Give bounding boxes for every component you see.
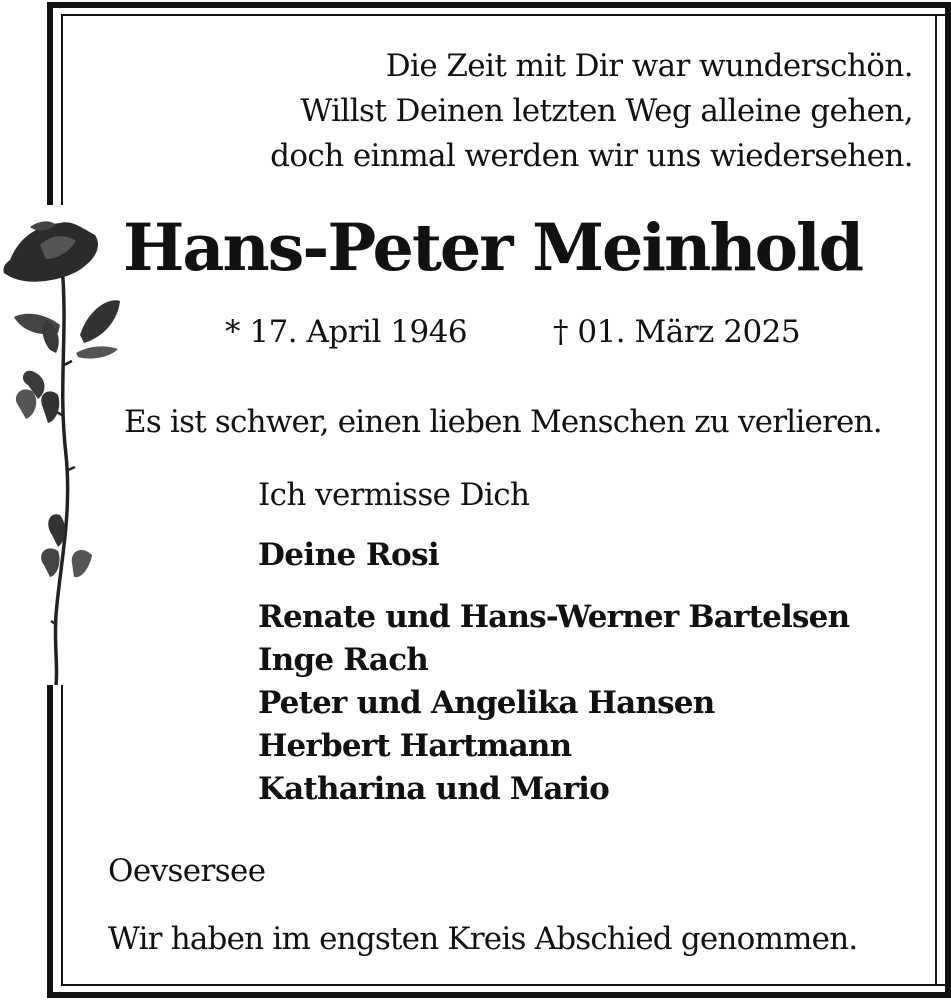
farewell-note: Wir haben im engsten Kreis Abschied genommen. [108,921,858,957]
mourners-list [258,596,849,811]
message: Ich vermisse Dich [258,477,530,513]
quote: Es ist schwer, einen lieben Menschen zu verlieren. [124,404,882,440]
poem-line: Die Zeit mit Dir war wunderschön. [385,48,913,84]
outer-border-right [945,2,951,998]
mourner: Herbert Hartmann [258,728,572,764]
poem-line: Willst Deinen letzten Weg alleine gehen, [300,93,913,129]
mourner: Inge Rach [258,642,429,678]
mourner: Katharina und Mario [258,771,610,807]
poem-line: doch einmal werden wir uns wiedersehen. [270,138,913,174]
rose-icon [0,215,125,685]
poem [270,44,913,179]
deceased-name: Hans-Peter Meinhold [123,210,863,286]
mourner: Peter und Angelika Hansen [258,685,715,721]
birth-date: * 17. April 1946 [225,314,468,350]
death-date: † 01. März 2025 [553,314,801,350]
inner-border-right [935,14,937,986]
partner-signature: Deine Rosi [258,537,440,573]
mourner: Renate und Hans-Werner Bartelsen [258,599,850,635]
place: Oevsersee [108,853,266,889]
